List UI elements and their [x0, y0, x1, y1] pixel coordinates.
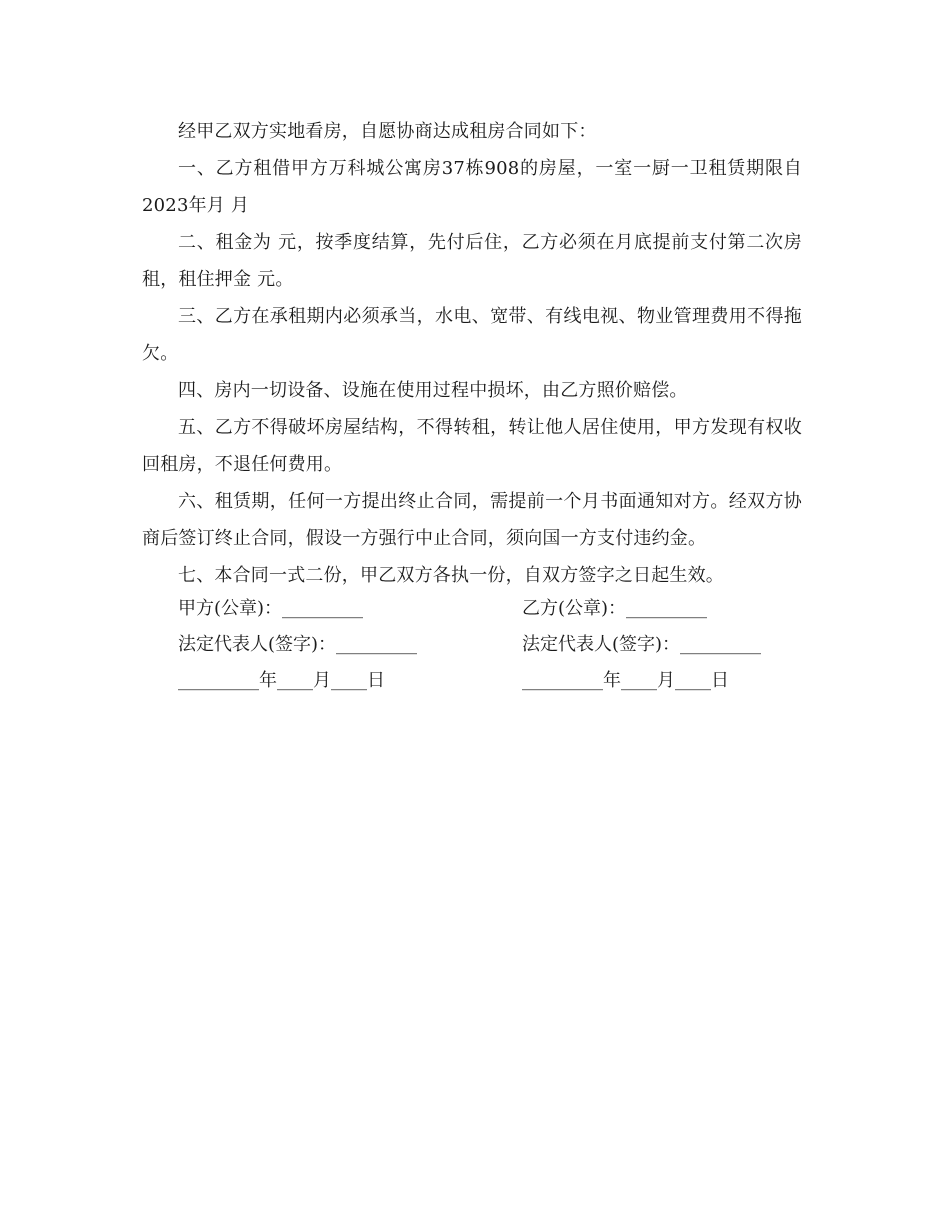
party-a-seal: 甲方(公章)：_________ [178, 598, 364, 619]
clause-5: 五、乙方不得破坏房屋结构，不得转租，转让他人居住使用，甲方发现有权收回租房，不退任何费用。 [142, 417, 802, 475]
clause-4: 四、房内一切设备、设施在使用过程中损坏，由乙方照价赔偿。 [178, 380, 688, 401]
party-b-date: _________年____月____日 [522, 670, 729, 691]
contract-body [142, 113, 802, 594]
clause-3: 三、乙方在承租期内必须承当，水电、宽带、有线电视、物业管理费用不得拖欠。 [142, 306, 802, 364]
party-a-representative: 法定代表人(签字)：_________ [178, 634, 418, 655]
clause-2: 二、租金为 元，按季度结算，先付后住，乙方必须在月底提前支付第二次房租，租住押金 元。 [142, 232, 802, 290]
clause-1: 一、乙方租借甲方万科城公寓房37栋908的房屋，一室一厨一卫租赁期限自2023年月 月 [142, 158, 802, 216]
seal-row [178, 591, 798, 627]
clause-7: 七、本合同一式二份，甲乙双方各执一份，自双方签字之日起生效。 [178, 565, 724, 586]
party-a-date: _________年____月____日 [178, 670, 385, 691]
clause-6: 六、租赁期，任何一方提出终止合同，需提前一个月书面通知对方。经双方协商后签订终止合同，假设一方强行中止合同，须向国一方支付违约金。 [142, 491, 802, 549]
party-b-seal: 乙方(公章)：_________ [522, 598, 708, 619]
party-b-representative: 法定代表人(签字)：_________ [522, 634, 762, 655]
contract-intro: 经甲乙双方实地看房，自愿协商达成租房合同如下： [178, 121, 597, 142]
date-row [178, 663, 798, 699]
representative-row [178, 627, 798, 663]
signature-block [178, 591, 798, 699]
